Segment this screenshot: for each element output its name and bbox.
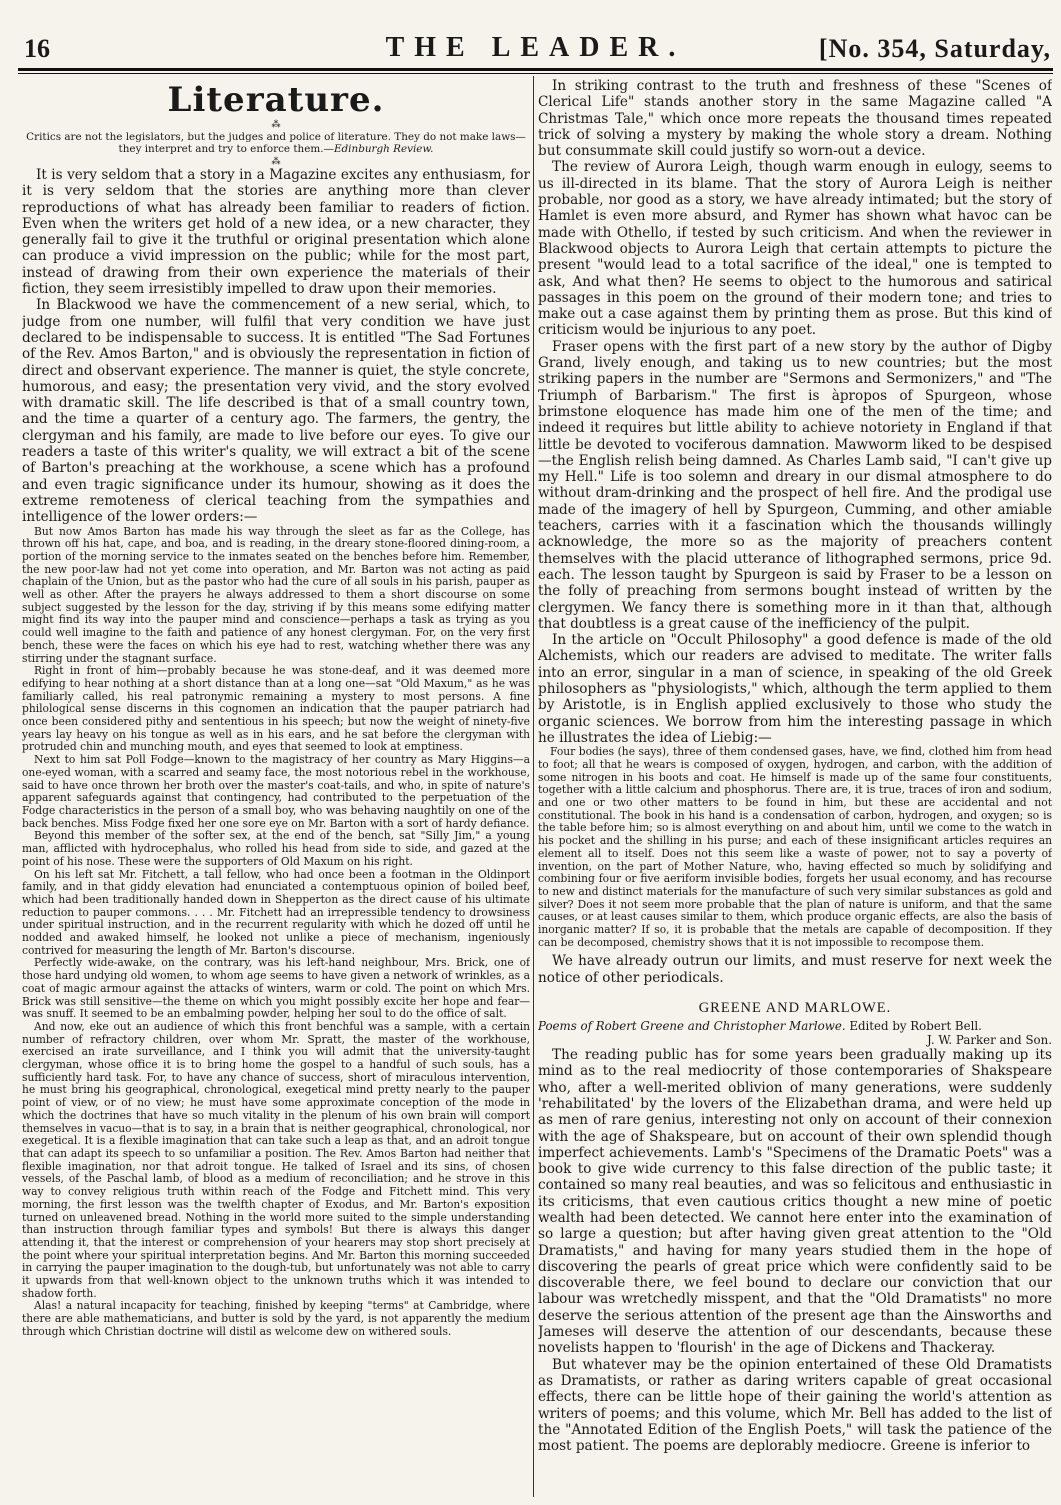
article-paragraph: But whatever may be the opinion entertained of these Old Dramatists as Dramatists, or rather as daring writers capable of great occasional effects, there can be little hope of their gaining the world's attention as writers of poems; and this volume, which Mr. Bell has added to the list of the "Annotated Edition of the English Poets," will task the patience of the most patient. The poems are deplorably mediocre. Greene is inferior to xyxy=(538,1356,1052,1455)
section-title: GREENE AND MARLOWE. xyxy=(698,1000,892,1017)
article-paragraph: In the article on "Occult Philosophy" a good defence is made of the old Alchemists, which our readers are advised to meditate. The writer falls into an error, singular in a man of science, in speaking of the old Greek philosophers as "physiologists," which, although the term applied to them by Aristotle, is in English applied exclusively to those who study the organic sciences. We borrow from him the interesting passage in which he illustrates the idea of Liebig:— xyxy=(538,632,1052,746)
quoted-paragraph: On his left sat Mr. Fitchett, a tall fellow, who had once been a footman in the Oldinport family, and in that giddy elevation had enunciated a contemptuous opinion of boiled beef, which had been traditionally handed down in Shepperton as the direct cause of his ultimate reduction to pauper commons. . . . Mr. Fitchett had an irrepressible tendency to drowsiness under spiritual instruction, and in the recurrent regularity with which he dozed off until he nodded and awaked himself, he looked not unlike a piece of mechanism, ingeniously contrived for measuring the length of Mr. Barton's discourse. xyxy=(22,867,530,957)
book-citation xyxy=(538,1019,1052,1033)
book-editor: Edited by Robert Bell. xyxy=(849,1019,982,1034)
quoted-paragraph: Beyond this member of the softer sex, at the end of the bench, sat "Silly Jim," a young man, afflicted with hydrocephalus, who rolled his head from side to side, and gazed at the point of his nose. These were the supporters of Old Maxum on his right. xyxy=(22,829,530,868)
epigraph xyxy=(26,131,526,155)
article-paragraph: In striking contrast to the truth and freshness of these "Scenes of Clerical Life" stands another story in the same Magazine called "A Christmas Tale," which once more repeats the thousand times repeated trick of solving a mystery by making the whole story a dream. Nothing but consummate skill could justify so worn-out a device. xyxy=(538,78,1052,160)
quoted-paragraph: Right in front of him—probably because he was stone-deaf, and it was deemed more edifying to hear nothing at a short distance than at a long one—sat "Old Maxum," as he was familiarly called, his real patronymic remaining a mystery to most persons. A fine philological sense discerns in this cognomen an indication that the pauper patriarch had once been considered pithy and sententious in his speech; but now the weight of ninety-five years lay heavy on his tongue as well as in his ears, and he sat before the clergyman with protruded chin and munching mouth, and eyes that seemed to look at emptiness. xyxy=(22,664,530,754)
column-divider xyxy=(533,76,534,1497)
issue-date: [No. 354, Saturday, xyxy=(818,34,1051,63)
left-column xyxy=(22,78,530,1497)
quoted-paragraph: Perfectly wide-awake, on the contrary, was his left-hand neighbour, Mrs. Brick, one of those hard undying old women, to whom age seems to have given a network of wrinkles, as a coat of magic armour against the attacks of winters, warm or cold. The point on which Mrs. Brick was still sensitive—the theme on which you might possibly excite her hope and fear—was snuff. It seemed to be an embalming powder, helping her soul to do the office of salt. xyxy=(22,956,530,1021)
right-column xyxy=(538,78,1052,1497)
publisher: J. W. Parker and Son. xyxy=(927,1033,1052,1048)
quoted-paragraph: And now, eke out an audience of which this front benchful was a sample, with a certain number of refractory children, over whom Mr. Spratt, the master of the workhouse, exercised an irate surveillance, and I think you will admit that the university-taught clergyman, whose office it is to bring home the gospel to a handful of such souls, has a sufficiently hard task. For, to have any chance of success, short of miraculous intervention, he must bring his geographical, chronological, exegetical mind pretty nearly to the pauper point of view, or of no view; he must have some approximate conception of the mode in which the doctrines that have so much vitality in the plenum of his own brain will comport themselves in vacuo—that is to say, in a brain that is neither geographical, chronological, nor exegetical. It is a flexible imagination that can take such a leap as that, and an adroit tongue that can adapt its speech to so unfamiliar a position. The Rev. Amos Barton had neither that flexible imagination, nor that adroit tongue. He talked of Israel and its sins, of chosen vessels, of the Paschal lamb, of blood as a medium of reconciliation; and he strove in this way to convey religious truth within reach of the Fodge and Fitchett mind. This very morning, the first lesson was the twelfth chapter of Exodus, and Mr. Barton's exposition turned on unleavened bread. Nothing in the world more suited to the simple understanding than instruction through familiar types and symbols! But there is always this danger attending it, that the interest or comprehension of your hearers may stop short precisely at the point where your spiritual interpretation begins. And Mr. Barton this morning succeeded in carrying the pauper imagination to the dough-tub, but unfortunately was not able to carry it upwards from that well-known object to the unknown truths which it was intended to shadow forth. xyxy=(22,1019,530,1300)
header-rule-thin xyxy=(18,73,1053,74)
article-paragraph: It is very seldom that a story in a Magazine excites any enthusiasm, for it is very seldom that the stories are anything more than clever reproductions of what has already been familiar to readers of fiction. Even when the writers get hold of a new idea, or a new character, they generally fail to give it the truthful or original presentation which alone can produce a vivid impression on the public; while for the most part, instead of drawing from their own experience the materials of their fiction, they seem irresistibly impelled to draw upon their memories. xyxy=(22,167,530,298)
book-title: Poems of Robert Greene and Christopher Marlowe. xyxy=(538,1019,846,1034)
article-paragraph: We have already outrun our limits, and must reserve for next week the notice of other periodicals. xyxy=(538,953,1052,986)
page-number: 16 xyxy=(24,34,50,63)
ornament-icon: ⁂ xyxy=(271,157,281,167)
article-paragraph: The reading public has for some years been gradually making up its mind as to the real mediocrity of those contemporaries of Shakspeare who, after a well-merited oblivion of many generations, were suddenly 'rehabilitated' by the lovers of the Elizabethan drama, and were held up as men of rare genius, interesting not only on account of their connexion with the age of Shakspeare, but on account of their own splendid though imperfect achievements. Lamb's "Specimens of the Dramatic Poets" was a book to give wide currency to this false direction of the public taste; it contained so many real beauties, and was so felicitous and enthusiastic in its criticisms, that even cautious critics thought a new mine of poetic wealth had been detected. We cannot here enter into the examination of so large a question; but after having given great attention to the "Old Dramatists," and having for many years studied them in the hope of discovering the pearls of great price which were confidently said to be discoverable there, we feel bound to declare our conviction that our labour was wretchedly misspent, and that the "Old Dramatists" no more deserve the serious attention of the present age than the Ainsworths and Jameses will deserve the attention of our descendants, because these novelists happen to 'flourish' in the age of Dickens and Thackeray. xyxy=(538,1047,1052,1357)
ornament-icon: ⁂ xyxy=(271,120,281,130)
header-rule xyxy=(18,68,1053,71)
article-paragraph: Fraser opens with the first part of a new story by the author of Digby Grand, lively enough, and taking us to new countries; but the most striking papers in the number are "Sermons and Sermonizers," and "The Triumph of Barbarism." The first is àpropos of Spurgeon, whose brimstone eloquence has made him one of the men of the time; and indeed it requires but little ability to achieve notoriety in England if that little be devoted to vociferous damnation. Mawworm liked to be despised—the English relish being damned. As Charles Lamb said, "I can't give up my Hell." Life is too solemn and dreary in our dismal atmosphere to do without dram-drinking and the prospect of hell fire. And the prodigal use made of the imagery of hell by Spurgeon, Cumming, and other amiable teachers, carries with it a fascination which the thousands willingly acknowledge, the more so as the majority of preachers content themselves with the placid utterance of lithographed sermons, price 9d. each. The lesson taught by Spurgeon is said by Fraser to be a lesson on the folly of preaching from sermons bought instead of written by the clergymen. We fancy there is something more in it than that, although that doubtless is a great cause of the inefficiency of the pulpit. xyxy=(538,338,1052,632)
quoted-paragraph: But now Amos Barton has made his way through the sleet as far as the College, has thrown off his hat, cape, and boa, and is reading, in the dreary stone-floored dining-room, a portion of the morning service to the inmates seated on the benches before him. Remember, the new poor-law had not yet come into operation, and Mr. Barton was not acting as paid chaplain of the Union, but as the pastor who had the cure of all souls in his parish, pauper as well as other. After the prayers he always addressed to them a short discourse on some subject suggested by the lesson for the day, striving if by this means some edifying matter might find its way into the pauper mind and conscience—perhaps a task as trying as you could well imagine to the faith and patience of any honest clergyman. For, on the very first bench, these were the faces on which his eye had to rest, watching whether there was any stirring under the stagnant surface. xyxy=(22,524,530,665)
masthead-title: THE LEADER. xyxy=(385,32,686,63)
quoted-paragraph: Alas! a natural incapacity for teaching, finished by keeping "terms" at Cambridge, where there are able mathematicians, and butter is sold by the yard, is not apparently the medium through which Christian doctrine will distil as welcome dew on withered souls. xyxy=(22,1299,530,1338)
epigraph-source: Edinburgh Review. xyxy=(333,143,434,155)
epigraph-text: Critics are not the legislators, but the judges and police of literature. They do not make laws—they interpret and try to enforce them.— xyxy=(26,131,526,155)
quoted-paragraph: Next to him sat Poll Fodge—known to the magistracy of her country as Mary Higgins—a one-eyed woman, with a scarred and seamy face, the most notorious rebel in the workhouse, said to have once thrown her broth over the master's coat-tails, and who, in spite of nature's apparent safeguards against that contingency, had contributed to the perpetuation of the Fodge characteristics in the person of a small boy, who was behaving naughtily on one of the back benches. Miss Fodge fixed her one sore eye on Mr. Barton with a sort of hardy defiance. xyxy=(22,753,530,830)
quoted-paragraph: Four bodies (he says), three of them condensed gases, have, we find, clothed him from head to foot; all that he wears is composed of oxygen, hydrogen, and carbon, with the addition of some nitrogen in his boots and coat. He himself is made up of the same four constituents, together with a little calcium and phosphorus. There are, it is true, traces of iron and sodium, and one or two other matters to be found in him, but these are accidental and not constitutional. The book in his hand is a condensation of carbon, hydrogen, and oxygen; so is the table before him; so is almost everything on and about him, until we come to the watch in his pocket and the shilling in his purse; and each of these insignificant articles requires an element all to itself. Does not this seem like a waste of power, not to say a poverty of invention, on the part of Mother Nature, who, having effected so much by solidifying and combining four or five aeriform invisible bodies, forgets her usual economy, and has recourse to new and distinct materials for the manufacture of such very similar substances as gold and silver? Does it not seem more probable that the plan of nature is uniform, and that the same causes, or at least causes similar to them, which produce organic effects, are also the basis of inorganic matter? If so, it is probable that the metals are capable of decomposition. If they can be decomposed, chemistry shows that it is not impossible to recompose them. xyxy=(538,745,1052,949)
page-header xyxy=(18,30,1053,66)
literature-heading: Literature. xyxy=(167,80,385,120)
article-paragraph: The review of Aurora Leigh, though warm enough in eulogy, seems to us ill-directed in its blame. That the story of Aurora Leigh is neither probable, nor good as a story, we have already intimated; but the story of Hamlet is even more absurd, and Rymer has shown what havoc can be made with Othello, if tested by such criticism. And when the reviewer in Blackwood objects to Aurora Leigh that certain attempts to picture the present "would lead to a total sacrifice of the ideal," one is tempted to ask, And what then? He seems to object to the humorous and satirical passages in this poem on the ground of their modern tone; and tries to make out a case against them by printing them as prose. But this kind of criticism would be injurious to any poet. xyxy=(538,159,1052,339)
article-paragraph: In Blackwood we have the commencement of a new serial, which, to judge from one number, will fulfil that very condition we have just declared to be indispensable to success. It is entitled "The Sad Fortunes of the Rev. Amos Barton," and is obviously the representation in fiction of direct and observant experience. The manner is quiet, the style concrete, humorous, and easy; the presentation very vivid, and the story evolved with dramatic skill. The life described is that of a small country town, and the time a quarter of a century ago. The farmers, the gentry, the clergyman and his family, are made to live before our eyes. To give our readers a taste of this writer's quality, we will extract a bit of the scene of Barton's preaching at the workhouse, a scene which has a profound and even tragic significance under its humour, showing as it does the extreme remoteness of clerical teaching from the sympathies and intelligence of the lower orders:— xyxy=(22,297,530,526)
